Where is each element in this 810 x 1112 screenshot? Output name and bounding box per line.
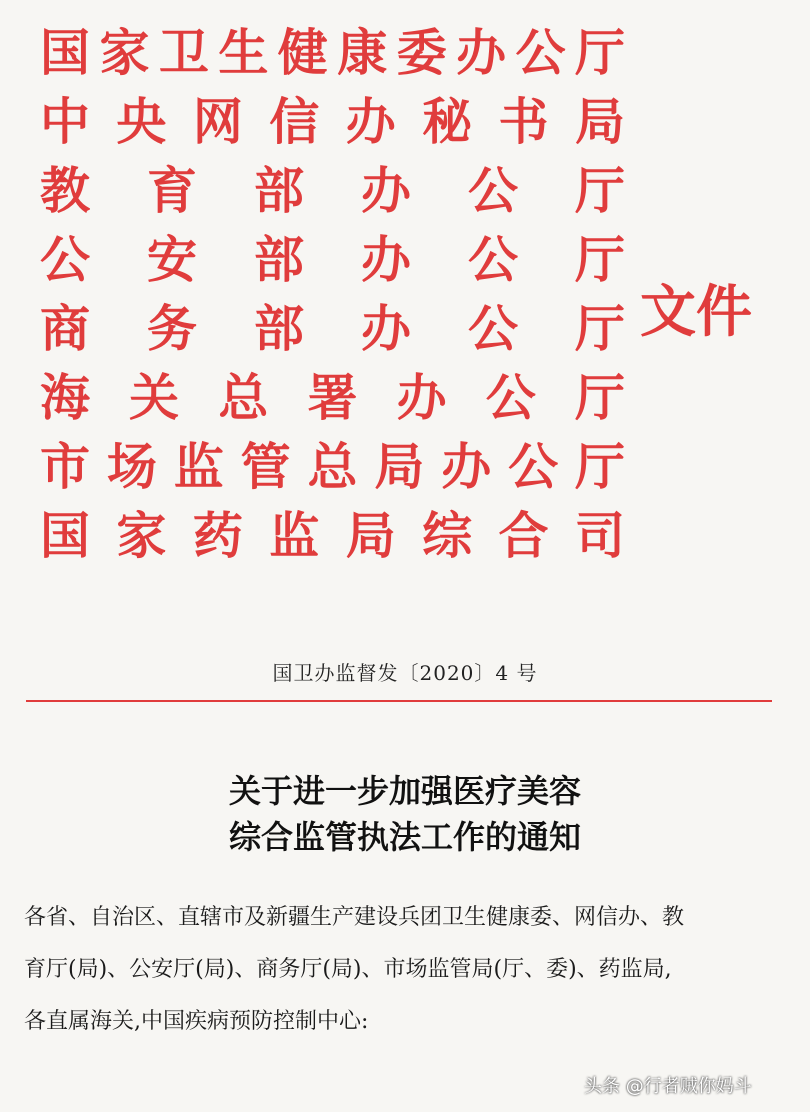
issuer-char: 管 <box>240 437 291 496</box>
issuer-char: 健 <box>277 23 328 82</box>
issuer-char: 办 <box>441 437 492 496</box>
issuer-char: 办 <box>361 161 411 220</box>
issuer-char: 署 <box>307 368 358 427</box>
issuer-char: 厅 <box>574 23 625 82</box>
document-title <box>0 768 810 860</box>
issuer-char: 市 <box>40 437 90 496</box>
issuer-char: 公 <box>468 299 518 358</box>
issuer-char: 总 <box>218 368 269 427</box>
issuer-char: 厅 <box>575 161 625 220</box>
issuer-char: 信 <box>269 92 320 151</box>
issuer-line <box>40 156 625 225</box>
salutation-line: 各直属海关,中国疾病预防控制中心: <box>24 1009 369 1034</box>
issuer-char: 综 <box>422 506 473 565</box>
issuer-char: 办 <box>345 92 396 151</box>
issuer-line <box>40 363 625 432</box>
issuer-char: 育 <box>147 161 197 220</box>
issuer-char: 合 <box>498 506 549 565</box>
issuer-char: 关 <box>129 368 180 427</box>
issuer-char: 办 <box>361 230 411 289</box>
issuer-char: 公 <box>468 161 518 220</box>
issuer-char: 司 <box>574 506 625 565</box>
issuer-char: 厅 <box>574 368 625 427</box>
issuer-char: 部 <box>254 230 304 289</box>
salutation-line: 育厅(局)、公安厅(局)、商务厅(局)、市场监管局(厅、委)、药监局, <box>24 957 672 982</box>
issuer-char: 教 <box>40 161 90 220</box>
issuer-char: 国 <box>40 23 90 82</box>
title-line-1: 关于进一步加强医疗美容 <box>228 772 581 810</box>
issuer-char: 部 <box>254 161 304 220</box>
issuer-char: 场 <box>106 437 157 496</box>
issuer-char: 办 <box>456 23 507 82</box>
issuer-char: 办 <box>396 368 447 427</box>
issuer-char: 办 <box>361 299 411 358</box>
issuer-char: 公 <box>468 230 518 289</box>
issuer-char: 商 <box>40 299 90 358</box>
issuer-char: 央 <box>116 92 167 151</box>
issuer-char: 秘 <box>422 92 473 151</box>
issuer-char: 公 <box>508 437 559 496</box>
issuer-line <box>40 18 625 87</box>
issuer-char: 务 <box>147 299 197 358</box>
red-divider <box>26 700 772 702</box>
issuer-char: 总 <box>307 437 358 496</box>
document-number: 国卫办监督发〔2020〕4 号 <box>272 661 538 685</box>
salutation-line: 各省、自治区、直辖市及新疆生产建设兵团卫生健康委、网信办、教 <box>24 905 685 930</box>
issuer-char: 生 <box>218 23 269 82</box>
issuer-char: 海 <box>40 368 90 427</box>
issuer-char: 中 <box>40 92 90 151</box>
issuer-line <box>40 501 625 570</box>
issuer-char: 厅 <box>575 230 625 289</box>
issuer-char: 书 <box>498 92 549 151</box>
issuer-char: 公 <box>40 230 90 289</box>
issuer-char: 网 <box>192 92 243 151</box>
issuer-char: 厅 <box>575 299 625 358</box>
issuer-char: 监 <box>173 437 224 496</box>
salutation <box>24 892 794 1048</box>
issuer-char: 局 <box>574 92 625 151</box>
issuer-char: 局 <box>374 437 425 496</box>
issuer-char: 局 <box>345 506 396 565</box>
issuer-char: 家 <box>99 23 150 82</box>
issuer-char: 部 <box>254 299 304 358</box>
issuer-char: 安 <box>147 230 197 289</box>
title-line-2: 综合监管执法工作的通知 <box>228 818 581 856</box>
issuer-char: 公 <box>515 23 566 82</box>
issuer-char: 厅 <box>575 437 625 496</box>
issuer-char: 监 <box>269 506 320 565</box>
document-word: 文件 <box>640 279 752 345</box>
issuer-line <box>40 432 625 501</box>
issuer-char: 公 <box>485 368 536 427</box>
issuer-char: 卫 <box>158 23 209 82</box>
issuer-char: 康 <box>337 23 388 82</box>
issuer-char: 药 <box>192 506 243 565</box>
issuing-agencies <box>40 18 625 570</box>
issuer-char: 国 <box>40 506 90 565</box>
issuer-char: 家 <box>116 506 167 565</box>
issuer-line <box>40 87 625 156</box>
watermark: 头条 @行者贼你妈斗 <box>584 1076 752 1097</box>
issuer-line <box>40 225 625 294</box>
issuer-char: 委 <box>396 23 447 82</box>
issuer-line <box>40 294 625 363</box>
